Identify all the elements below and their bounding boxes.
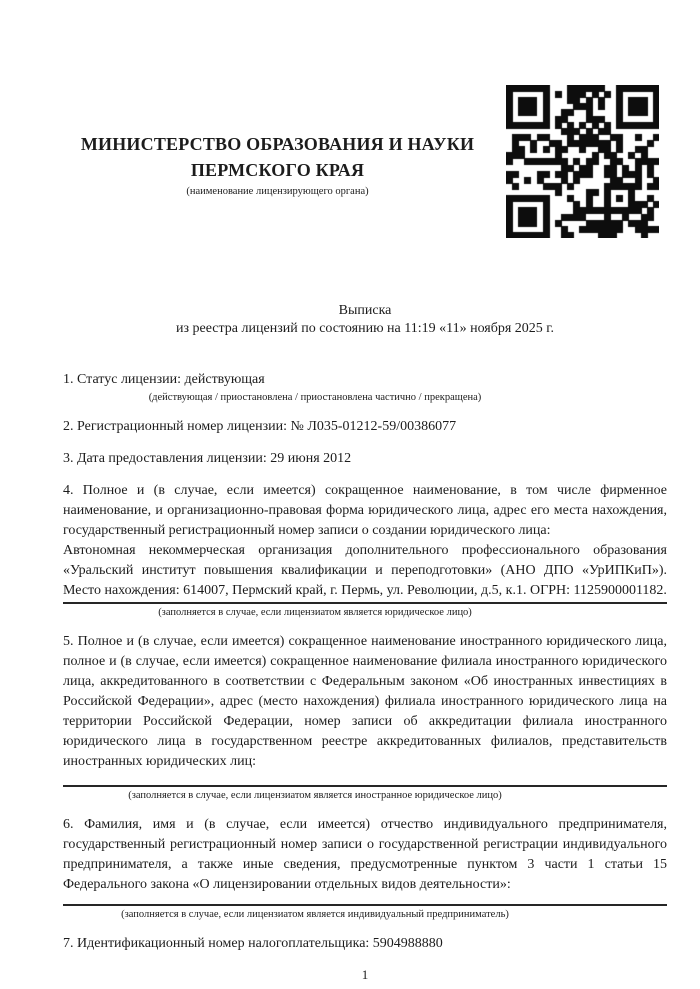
item-caption: (действующая / приостановлена / приостановлена частично / прекращена) [148,392,482,403]
item-label: 5. Полное и (в случае, если имеется) сокращенное наименование иностранного юридического лица, полное и (в случае, если имеется) сокращенное наименование филиала иностранного юридического лица, аккредитованного в соответствии с Федеральным законом «Об иностранных инвестициях в Российской Федерации», адрес (место нахождения) филиала иностранного юридического лица на территории Российской Федерации, номер записи об аккредитации филиала иностранного юридического лица в государственном реестре аккредитованных филиалов, представительств иностранных юридических лиц: [63,634,667,769]
item-caption: (заполняется в случае, если лицензиатом является иностранное юридическое лицо) [128,790,502,801]
fill-line [63,904,667,906]
page-number: 1 [361,967,369,982]
fill-line [63,602,667,604]
item-label: 4. Полное и (в случае, если имеется) сокращенное наименование, в том числе фирменное наименование, и организационно-правовая форма юридического лица, адрес его места нахождения, государственный регистрационный номер записи о создании юридического лица: [63,483,667,538]
item-taxpayer-id [63,934,667,954]
ministry-caption: (наименование лицензирующего органа) [186,186,369,197]
ministry-name [63,131,492,183]
item-license-date [63,449,667,469]
ministry-name-line-2: ПЕРМСКОГО КРАЯ [190,160,365,180]
item-legal-entity [63,481,667,619]
title-line-1: Выписка [338,303,392,318]
item-label: 6. Фамилия, имя и (в случае, если имеется) отчество индивидуального предпринимателя, государственный регистрационный номер записи о государственной регистрации индивидуального предпринимателя, а также иные сведения, предусмотренные пунктом 3 части 1 статьи 15 Федерального закона «О лицензировании отдельных видов деятельности»: [63,817,667,892]
item-registration-number [63,417,667,437]
item-label: 2. Регистрационный номер лицензии: № Л035-01212-59/00386077 [63,419,457,434]
items-list [63,370,667,954]
ministry-name-line-1: МИНИСТЕРСТВО ОБРАЗОВАНИЯ И НАУКИ [80,134,475,154]
item-label: 1. Статус лицензии: действующая [63,372,265,387]
qr-code-icon [506,85,659,238]
title-line-2: из реестра лицензий по состоянию на 11:19 «11» ноября 2025 г. [176,320,554,336]
item-foreign-entity [63,632,667,802]
document-title [63,302,667,337]
item-label: 3. Дата предоставления лицензии: 29 июня 2012 [63,451,352,466]
item-caption: (заполняется в случае, если лицензиатом является юридическое лицо) [158,607,472,618]
item-value: Автономная некоммерческая организация дополнительного профессионального образования «Уральский институт повышения квалификации и переподготовки» (АНО ДПО «УрИПКиП»). Место нахождения: 614007, Пермский край, г. Пермь, ул. Революции, д.5, к.1. ОГРН: 1125900001182. [63,543,667,598]
item-label: 7. Идентификационный номер налогоплательщика: 5904988880 [63,936,443,951]
licensing-authority-block [63,131,506,198]
item-caption: (заполняется в случае, если лицензиатом является индивидуальный предприниматель) [121,909,509,920]
fill-line [63,785,667,787]
item-license-status [63,370,667,404]
document-header [63,0,667,238]
item-individual-entrepreneur [63,815,667,921]
